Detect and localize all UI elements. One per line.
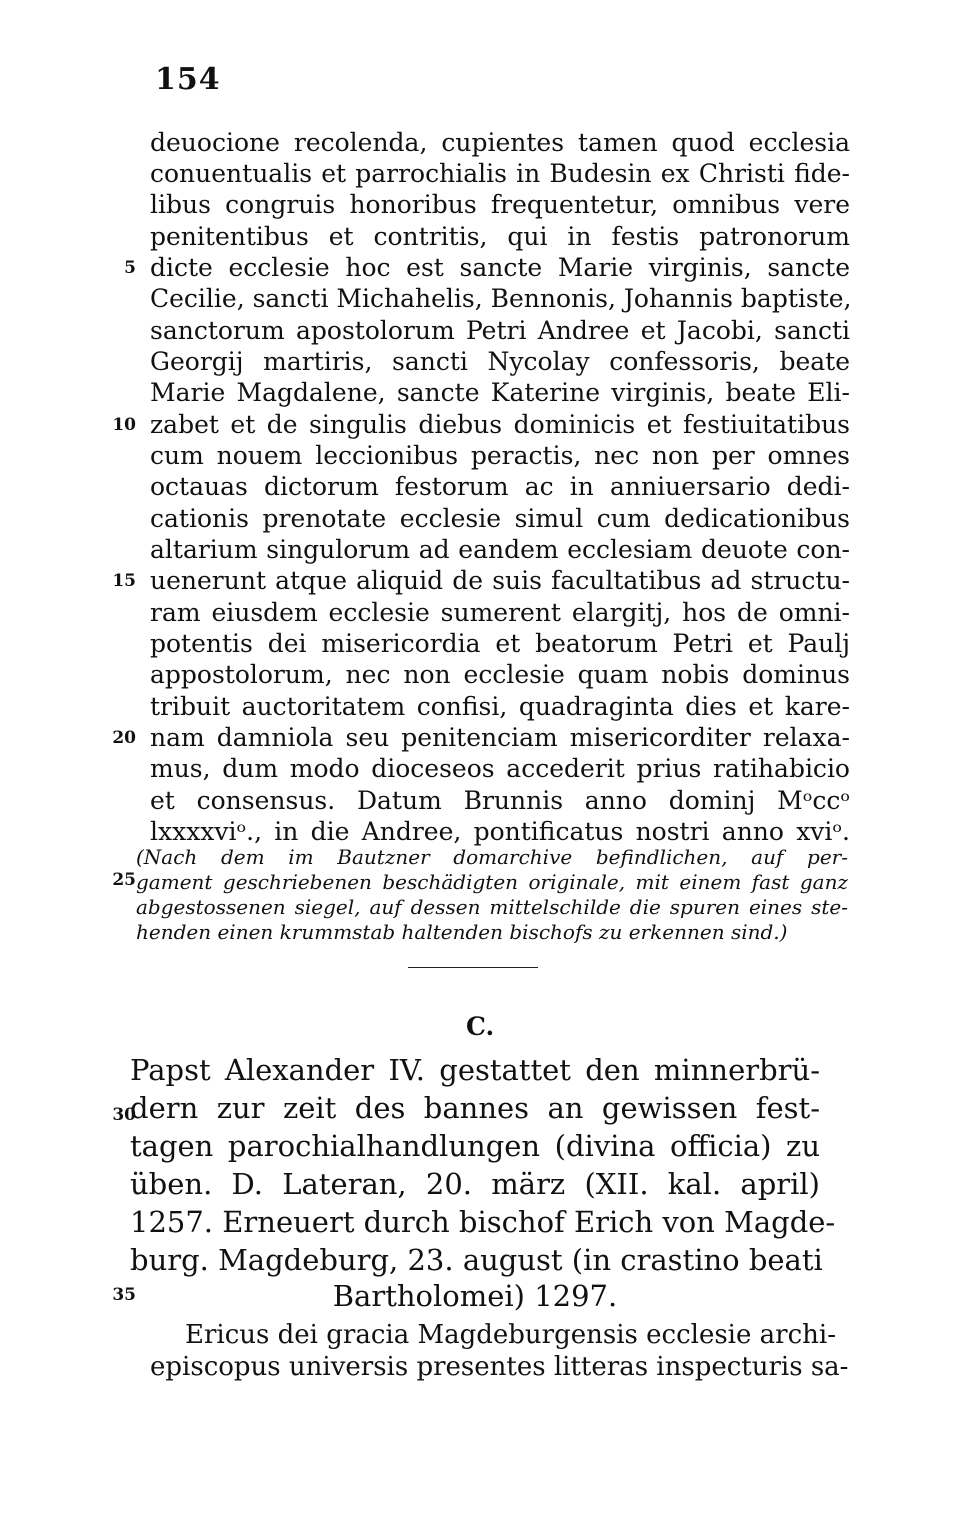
text-line: uenerunt atque aliquid de suis facultatibus ad structu-: [150, 566, 850, 595]
text-line: conuentualis et parrochialis in Budesin ex Christi fide-: [150, 159, 850, 188]
text-line: penitentibus et contritis, qui in festis patronorum: [150, 222, 850, 251]
text-line: lxxxxviᵒ., in die Andree, pontificatus nostri anno xviᵒ.: [150, 817, 850, 846]
line-number: 10: [112, 415, 136, 435]
text-line: Cecilie, sancti Michahelis, Bennonis, Johannis baptiste,: [150, 284, 852, 313]
text-line: libus congruis honoribus frequentetur, omnibus vere: [150, 190, 850, 219]
text-line: octauas dictorum festorum ac in anniuersario dedi-: [150, 472, 850, 501]
text-line: zabet et de singulis diebus dominicis et festiuitatibus: [150, 410, 850, 439]
line-number: 15: [112, 571, 136, 591]
heading-line: tagen parochialhandlungen (divina officia) zu: [130, 1129, 820, 1163]
text-line: dicte ecclesie hoc est sancte Marie virginis, sancte: [150, 253, 850, 282]
line-number: 35: [112, 1285, 136, 1305]
line-number: 30: [112, 1105, 136, 1125]
text-line: cum nouem leccionibus peractis, nec non per omnes: [150, 441, 850, 470]
line-number: 20: [112, 728, 136, 748]
text-line: mus, dum modo dioceseos accederit prius ratihabicio: [150, 754, 850, 783]
text-line: tribuit auctoritatem confisi, quadraginta dies et kare-: [150, 692, 850, 721]
note-line: (Nach dem im Bautzner domarchive befindlichen, auf per-: [136, 845, 848, 869]
heading-line: dern zur zeit des bannes an gewissen fest-: [130, 1091, 820, 1125]
text-line: et consensus. Datum Brunnis anno dominj Mᵒccᵒ: [150, 786, 850, 815]
heading-line: Papst Alexander IV. gestattet den minnerbrü-: [130, 1053, 820, 1087]
heading-line: üben. D. Lateran, 20. märz (XII. kal. april): [130, 1167, 820, 1201]
line-number: 5: [124, 258, 136, 278]
text-line: Ericus dei gracia Magdeburgensis ecclesie archi-: [185, 1320, 836, 1350]
text-line: deuocione recolenda, cupientes tamen quod ecclesia: [150, 128, 850, 157]
section-mark: C.: [466, 1012, 495, 1041]
text-line: episcopus universis presentes litteras inspecturis sa-: [150, 1352, 849, 1382]
text-line: altarium singulorum ad eandem ecclesiam deuote con-: [150, 535, 850, 564]
text-line: ram eiusdem ecclesie sumerent elargitj, hos de omni-: [150, 598, 850, 627]
note-line: henden einen krummstab haltenden bischofs zu erkennen sind.): [136, 920, 788, 944]
text-line: sanctorum apostolorum Petri Andree et Jacobi, sancti: [150, 316, 850, 345]
heading-line: 1257. Erneuert durch bischof Erich von Magde-: [130, 1205, 836, 1239]
text-line: Georgij martiris, sancti Nycolay confessoris, beate: [150, 347, 850, 376]
note-line: abgestossenen siegel, auf dessen mittelschilde die spuren eines ste-: [136, 895, 848, 919]
text-line: nam damniola seu penitenciam misericorditer relaxa-: [150, 723, 850, 752]
line-number: 25: [112, 870, 136, 890]
heading-line: Bartholomei) 1297.: [332, 1279, 618, 1313]
text-line: appostolorum, nec non ecclesie quam nobis dominus: [150, 660, 850, 689]
text-line: cationis prenotate ecclesie simul cum dedicationibus: [150, 504, 850, 533]
note-line: gament geschriebenen beschädigten originale, mit einem fast ganz: [136, 870, 848, 894]
heading-line: burg. Magdeburg, 23. august (in crastino beati: [130, 1243, 823, 1277]
text-line: potentis dei misericordia et beatorum Petri et Paulj: [150, 629, 850, 658]
text-line: Marie Magdalene, sancte Katerine virginis, beate Eli-: [150, 378, 850, 407]
page-number: 154: [155, 62, 221, 97]
section-divider: [408, 967, 538, 968]
